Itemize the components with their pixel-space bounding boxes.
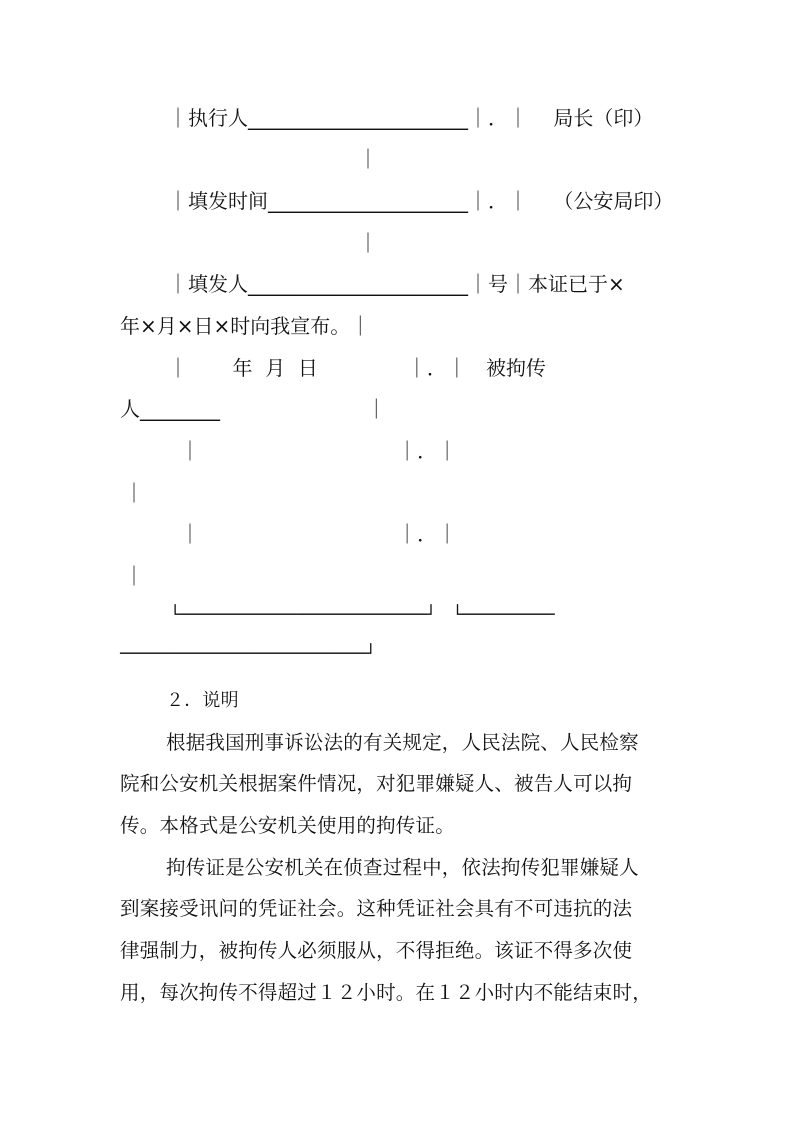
paragraph-line: 到案接受讯问的凭证社会。这种凭证社会具有不可违抗的法 [120, 897, 633, 920]
form-line-divider: ｜ [358, 147, 378, 171]
paragraph-line: 院和公安机关根据案件情况，对犯罪嫌疑人、被告人可以拘 [120, 772, 633, 795]
form-line-divider: ｜ [124, 481, 144, 505]
section-heading: ２．说明 [166, 690, 239, 711]
paragraph-line: 传。本格式是公安机关使用的拘传证。 [120, 814, 455, 837]
form-bottom-border: ────────────────────────┘ [120, 644, 376, 664]
paragraph-line: 用，每次拘传不得超过１２小时。在１２小时内不能结束时， [120, 981, 652, 1004]
form-line-blank-row: ｜ ｜．｜ [180, 522, 458, 546]
form-line-announced: 年×月×日×时向我宣布。｜ [120, 314, 371, 338]
form-line-date: ｜ 年 月 日 ｜．｜ 被拘传 [168, 356, 547, 380]
form-line-summoned-person: 人________ ｜ [120, 397, 387, 421]
form-line-divider: ｜ [124, 564, 144, 588]
form-line-divider: ｜ [358, 231, 378, 255]
paragraph-line: 拘传证是公安机关在侦查过程中，依法拘传犯罪嫌疑人 [166, 856, 639, 879]
paragraph-line: 根据我国刑事诉讼法的有关规定，人民法院、人民检察 [166, 731, 639, 754]
form-line-issuer: ｜填发人______________________｜号｜本证已于× [168, 272, 625, 296]
form-bottom-border: └────────────────────────┘ └───────── [170, 605, 555, 625]
form-line-issue-time: ｜填发时间____________________｜．｜ （公安局印） [168, 189, 674, 213]
form-line-blank-row: ｜ ｜．｜ [180, 439, 458, 463]
form-line-executor: ｜执行人______________________｜．｜ 局长（印） [168, 106, 654, 130]
paragraph-line: 律强制力，被拘传人必须服从，不得拒绝。该证不得多次使 [120, 939, 633, 962]
